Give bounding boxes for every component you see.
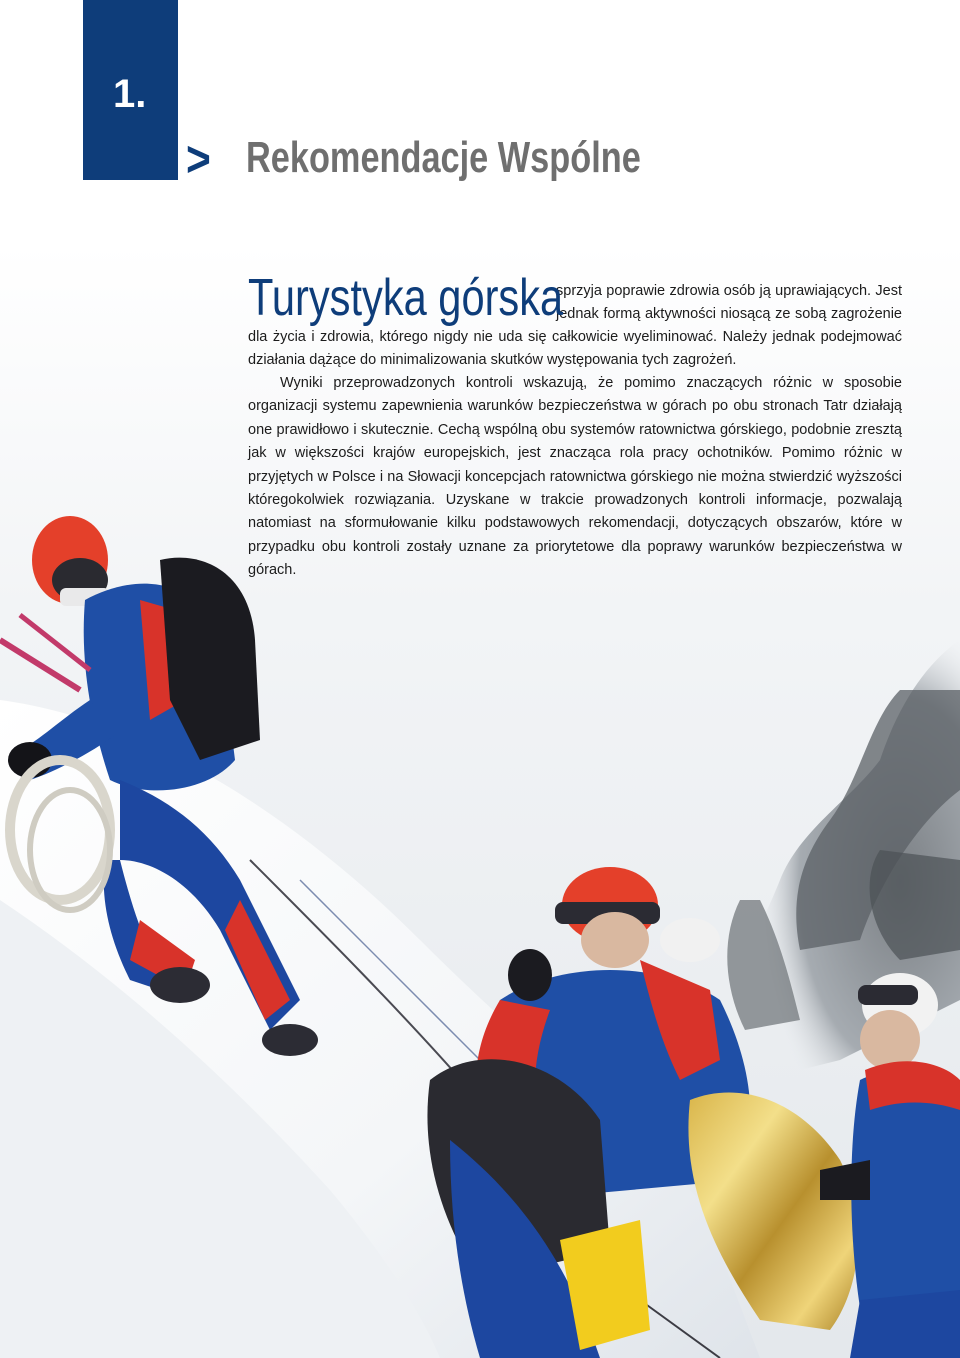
heading-arrow: >	[186, 131, 211, 187]
section-heading: Rekomendacje Wspólne	[246, 133, 641, 182]
chapter-number: 1.	[113, 72, 147, 116]
article	[248, 270, 902, 583]
body-paragraph: Wyniki przeprowadzonych kontroli wskazują, że pomimo znaczących różnic w sposobie organizacji systemu zapewnienia warunków bezpieczeństwa w górach po obu stronach Tatr działają one prawidłowo i skutecznie. Cechą wspólną obu systemów ratownictwa górskiego, podobnie zresztą jak w większości krajów europejskich, jest znacząca rola pracy ochotników. Pomimo różnic w przyjętych w Polsce i na Słowacji koncepcjach ratownictwa górskiego nie można stwierdzić wyższości któregokolwiek rozwiązania. Uzyskane w trakcie prowadzonych kontroli informacje, pozwalają natomiast na sformułowanie kilku podstawowych rekomendacji, dotyczących obszarów, które w przypadku obu kontroli zostały uznane za priorytetowe dla poprawy warunków bezpieczeństwa w górach.	[248, 375, 902, 579]
lead-paragraph: sprzyja poprawie zdrowia osób ją uprawiających. Jest jednak formą aktywności niosącą ze sobą zagrożenie dla życia i zdrowia, którego nigdy nie uda się całkowicie wyeliminować. Należy jednak podejmować działania dążące do minimalizowania skutków występowania tych zagrożeń.	[248, 283, 902, 368]
lead-title: Turystyka górska	[248, 269, 564, 327]
